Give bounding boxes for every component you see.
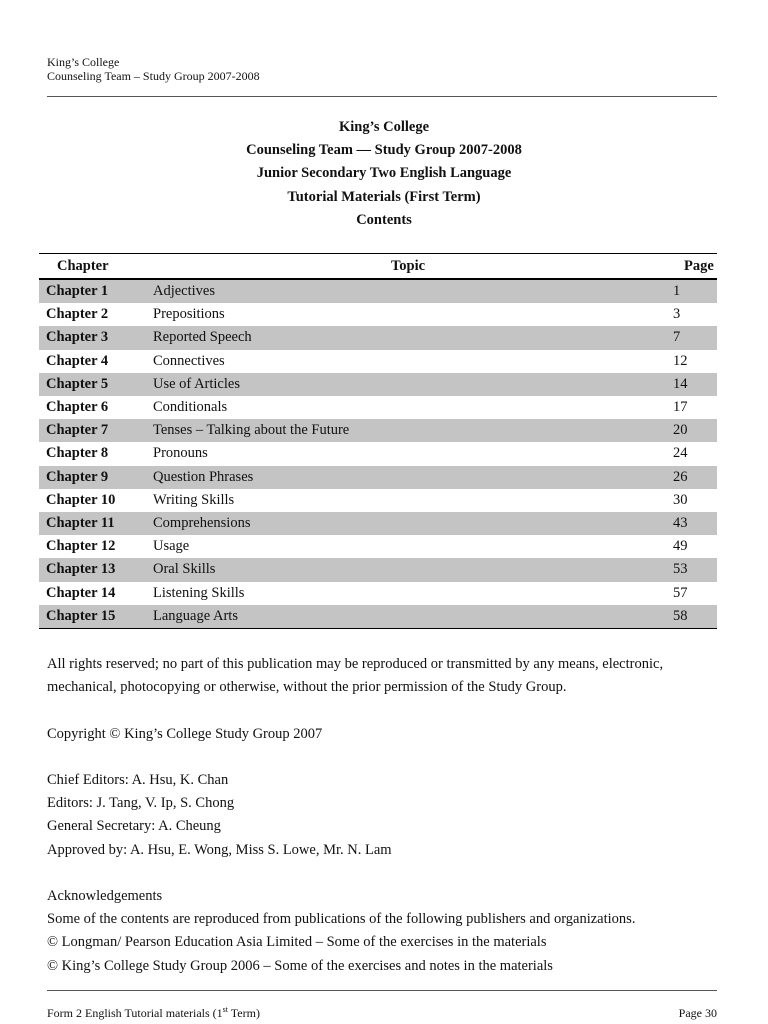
topic-cell: Reported Speech (153, 326, 663, 349)
acknowledgements-title: Acknowledgements (47, 887, 163, 904)
table-row (39, 419, 717, 442)
topic-cell: Listening Skills (153, 584, 245, 601)
table-row (39, 279, 717, 303)
rights-line-1: All rights reserved; no part of this publication may be reproduced or transmitted by any means, electronic, (47, 656, 664, 672)
title-block (0, 116, 768, 232)
acknowledgements-intro: Some of the contents are reproduced from publications of the following publishers and organizations. (47, 911, 636, 928)
chapter-cell: Chapter 11 (39, 512, 153, 535)
title-course: Junior Secondary Two English Language (256, 165, 512, 182)
copyright-notice: Copyright © King’s College Study Group 2007 (47, 725, 323, 742)
chapter-cell: Chapter 13 (39, 558, 153, 581)
table-row (39, 442, 717, 465)
topic-cell: Question Phrases (153, 466, 663, 489)
topic-cell: Prepositions (153, 306, 225, 323)
column-header-chapter: Chapter (39, 254, 153, 280)
page-number: Page 30 (678, 1006, 717, 1020)
chapter-cell: Chapter 12 (46, 538, 116, 555)
table-row (39, 373, 717, 396)
chapter-cell: Chapter 8 (46, 445, 109, 462)
table-row (39, 489, 717, 512)
page-cell: 20 (663, 419, 717, 442)
page-cell: 17 (673, 399, 688, 416)
acknowledgement-longman: © Longman/ Pearson Education Asia Limited – Some of the exercises in the materials (47, 934, 547, 951)
contents-table (39, 253, 717, 629)
chapter-cell: Chapter 3 (39, 326, 153, 349)
page-cell: 14 (663, 373, 717, 396)
acknowledgement-study-group: © King’s College Study Group 2006 – Some of the exercises and notes in the materials (47, 957, 553, 974)
page-cell: 57 (673, 584, 688, 601)
credit-secretary: General Secretary: A. Cheung (47, 818, 221, 835)
topic-cell: Oral Skills (153, 558, 663, 581)
page-cell: 24 (673, 445, 688, 462)
running-header (47, 55, 260, 83)
table-body (39, 279, 717, 629)
topic-cell: Usage (153, 538, 190, 555)
rights-line-2: mechanical, photocopying or otherwise, without the prior permission of the Study Group. (47, 679, 567, 696)
page-cell: 30 (673, 491, 688, 508)
table-row (39, 535, 717, 558)
topic-cell: Tenses – Talking about the Future (153, 419, 663, 442)
topic-cell: Pronouns (153, 445, 208, 462)
chapter-cell: Chapter 14 (46, 584, 116, 601)
footer-divider (47, 990, 717, 991)
page-cell: 58 (663, 605, 717, 629)
credit-editors: Editors: J. Tang, V. Ip, S. Chong (47, 795, 235, 812)
title-contents: Contents (356, 211, 412, 228)
page-cell: 43 (663, 512, 717, 535)
table-row (39, 303, 717, 326)
page-cell: 3 (673, 306, 681, 323)
topic-cell: Conditionals (153, 399, 228, 416)
table-row (39, 558, 717, 581)
footer-course: Form 2 English Tutorial materials (1st Term) (47, 1005, 260, 1020)
title-materials: Tutorial Materials (First Term) (287, 188, 481, 205)
chapter-cell: Chapter 6 (46, 399, 109, 416)
page-cell: 53 (663, 558, 717, 581)
table-row (39, 326, 717, 349)
table-row (39, 396, 717, 419)
chapter-cell: Chapter 5 (39, 373, 153, 396)
chapter-cell: Chapter 1 (39, 279, 153, 303)
publication-notes (47, 653, 727, 978)
chapter-cell: Chapter 7 (39, 419, 153, 442)
table-row (39, 582, 717, 605)
chapter-cell: Chapter 4 (46, 352, 109, 369)
page-cell: 49 (673, 538, 688, 555)
page-cell: 26 (663, 466, 717, 489)
table-row (39, 605, 717, 629)
column-header-page: Page (663, 254, 717, 280)
topic-cell: Use of Articles (153, 373, 663, 396)
chapter-cell: Chapter 9 (39, 466, 153, 489)
table-row (39, 350, 717, 373)
topic-cell: Connectives (153, 352, 225, 369)
topic-cell: Language Arts (153, 605, 663, 629)
page-footer (47, 1006, 717, 1021)
page-cell: 12 (673, 352, 688, 369)
header-institution: King’s College (47, 55, 120, 69)
page-cell: 1 (663, 279, 717, 303)
credit-approved-by: Approved by: A. Hsu, E. Wong, Miss S. Lowe, Mr. N. Lam (47, 841, 392, 858)
header-divider (47, 96, 717, 97)
table-row (39, 512, 717, 535)
topic-cell: Adjectives (153, 279, 663, 303)
credit-chief-editors: Chief Editors: A. Hsu, K. Chan (47, 771, 229, 788)
page-cell: 7 (663, 326, 717, 349)
chapter-cell: Chapter 15 (39, 605, 153, 629)
topic-cell: Writing Skills (153, 491, 235, 508)
table-row (39, 466, 717, 489)
title-group: Counseling Team — Study Group 2007-2008 (246, 142, 522, 159)
chapter-cell: Chapter 2 (46, 306, 109, 323)
table-header-row (39, 254, 717, 280)
column-header-topic: Topic (153, 254, 663, 280)
header-group: Counseling Team – Study Group 2007-2008 (47, 69, 260, 83)
chapter-cell: Chapter 10 (46, 491, 116, 508)
topic-cell: Comprehensions (153, 512, 663, 535)
title-institution: King’s College (338, 119, 430, 135)
